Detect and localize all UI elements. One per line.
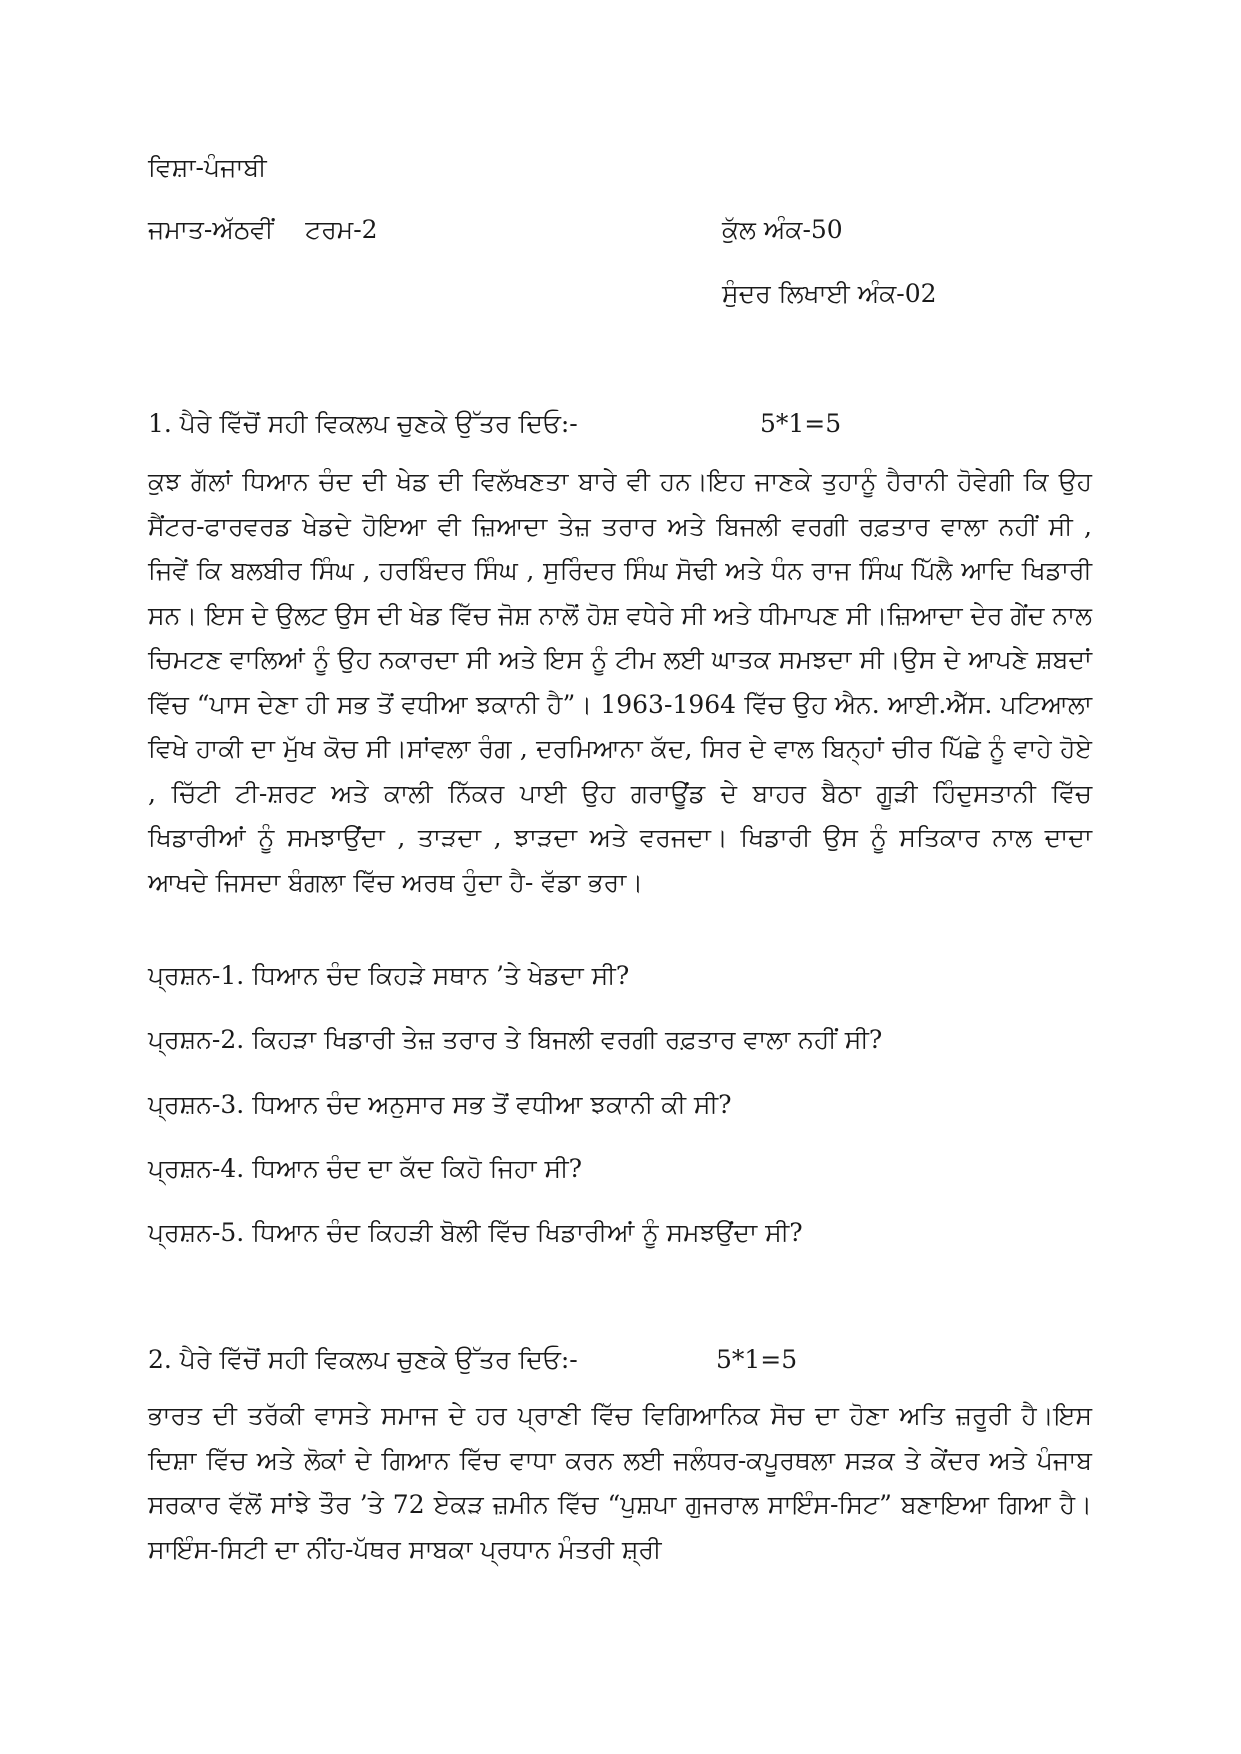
question-4: ਪ੍ਰਸ਼ਨ-4. ਧਿਆਨ ਚੰਦ ਦਾ ਕੱਦ ਕਿਹੋ ਜਿਹਾ ਸੀ? — [148, 1154, 583, 1183]
total-marks-label: ਕੁੱਲ ਅੰਕ-50 — [722, 215, 843, 244]
section2-heading: 2. ਪੈਰੇ ਵਿੱਚੋਂ ਸਹੀ ਵਿਕਲਪ ਚੁਣਕੇ ਉੱਤਰ ਦਿਓ:- — [148, 1345, 578, 1374]
subject-label: ਵਿਸ਼ਾ-ਪੰਜਾਬੀ — [148, 153, 267, 182]
handwriting-marks-label: ਸੁੰਦਰ ਲਿਖਾਈ ਅੰਕ-02 — [722, 279, 937, 308]
question-5: ਪ੍ਰਸ਼ਨ-5. ਧਿਆਨ ਚੰਦ ਕਿਹੜੀ ਬੋਲੀ ਵਿੱਚ ਖਿਡਾਰੀਆਂ ਨੂੰ ਸਮਝਉਂਦਾ ਸੀ? — [148, 1218, 803, 1247]
section1-marks: 5*1=5 — [760, 409, 842, 438]
question-1: ਪ੍ਰਸ਼ਨ-1. ਧਿਆਨ ਚੰਦ ਕਿਹੜੇ ਸਥਾਨ ’ਤੇ ਖੇਡਦਾ ਸੀ? — [148, 961, 630, 990]
class-term-label: ਜਮਾਤ-ਅੱਠਵੀਂ ਟਰਮ-2 — [148, 215, 378, 244]
question-3: ਪ੍ਰਸ਼ਨ-3. ਧਿਆਨ ਚੰਦ ਅਨੁਸਾਰ ਸਭ ਤੋਂ ਵਧੀਆ ਝਕਾਨੀ ਕੀ ਸੀ? — [148, 1090, 732, 1119]
section1-heading: 1. ਪੈਰੇ ਵਿੱਚੋਂ ਸਹੀ ਵਿਕਲਪ ਚੁਣਕੇ ਉੱਤਰ ਦਿਓ:- — [148, 409, 578, 438]
section2-passage: ਭਾਰਤ ਦੀ ਤਰੱਕੀ ਵਾਸਤੇ ਸਮਾਜ ਦੇ ਹਰ ਪ੍ਰਾਣੀ ਵਿੱਚ ਵਿਗਿਆਨਿਕ ਸੋਚ ਦਾ ਹੋਣਾ ਅਤਿ ਜ਼ਰੂਰੀ ਹੈ।ਇਸ ਦਿਸ਼ਾ ਵਿੱਚ ਅਤੇ ਲੋਕਾਂ ਦੇ ਗਿਆਨ ਵਿੱਚ ਵਾਧਾ ਕਰਨ ਲਈ ਜਲੰਧਰ-ਕਪੂਰਥਲਾ ਸੜਕ ਤੇ ਕੇਂਦਰ ਅਤੇ ਪੰਜਾਬ ਸਰਕਾਰ ਵੱਲੋਂ ਸਾਂਝੇ ਤੌਰ ’ਤੇ 72 ਏਕੜ ਜ਼ਮੀਨ ਵਿੱਚ “ਪੁਸ਼ਪਾ ਗੁਜਰਾਲ ਸਾਇੰਸ-ਸਿਟ” ਬਣਾਇਆ ਗਿਆ ਹੈ।ਸਾਇੰਸ-ਸਿਟੀ ਦਾ ਨੀਂਹ-ਪੱਥਰ ਸਾਬਕਾ ਪ੍ਰਧਾਨ ਮੰਤਰੀ ਸ਼੍ਰੀ — [148, 1401, 1092, 1564]
section2-marks: 5*1=5 — [716, 1345, 798, 1374]
question-2: ਪ੍ਰਸ਼ਨ-2. ਕਿਹੜਾ ਖਿਡਾਰੀ ਤੇਜ਼ ਤਰਾਰ ਤੇ ਬਿਜਲੀ ਵਰਗੀ ਰਫ਼ਤਾਰ ਵਾਲਾ ਨਹੀਂ ਸੀ? — [148, 1025, 883, 1054]
section1-passage: ਕੁਝ ਗੱਲਾਂ ਧਿਆਨ ਚੰਦ ਦੀ ਖੇਡ ਦੀ ਵਿਲੱਖਣਤਾ ਬਾਰੇ ਵੀ ਹਨ।ਇਹ ਜਾਣਕੇ ਤੁਹਾਨੂੰ ਹੈਰਾਨੀ ਹੋਵੇਗੀ ਕਿ ਉਹ ਸੈਂਟਰ-ਫਾਰਵਰਡ ਖੇਡਦੇ ਹੋਇਆ ਵੀ ਜ਼ਿਆਦਾ ਤੇਜ਼ ਤਰਾਰ ਅਤੇ ਬਿਜਲੀ ਵਰਗੀ ਰਫ਼ਤਾਰ ਵਾਲਾ ਨਹੀਂ ਸੀ , ਜਿਵੇਂ ਕਿ ਬਲਬੀਰ ਸਿੰਘ , ਹਰਬਿੰਦਰ ਸਿੰਘ , ਸੁਰਿੰਦਰ ਸਿੰਘ ਸੋਢੀ ਅਤੇ ਧੰਨ ਰਾਜ ਸਿੰਘ ਪਿੱਲੈ ਆਦਿ ਖਿਡਾਰੀ ਸਨ। ਇਸ ਦੇ ਉਲਟ ਉਸ ਦੀ ਖੇਡ ਵਿੱਚ ਜੋਸ਼ ਨਾਲੋਂ ਹੋਸ਼ ਵਧੇਰੇ ਸੀ ਅਤੇ ਧੀਮਾਪਣ ਸੀ।ਜ਼ਿਆਦਾ ਦੇਰ ਗੇਂਦ ਨਾਲ ਚਿਮਟਣ ਵਾਲਿਆਂ ਨੂੰ ਉਹ ਨਕਾਰਦਾ ਸੀ ਅਤੇ ਇਸ ਨੂੰ ਟੀਮ ਲਈ ਘਾਤਕ ਸਮਝਦਾ ਸੀ।ਉਸ ਦੇ ਆਪਣੇ ਸ਼ਬਦਾਂ ਵਿੱਚ “ਪਾਸ ਦੇਣਾ ਹੀ ਸਭ ਤੋਂ ਵਧੀਆ ਝਕਾਨੀ ਹੈ”। 1963-1964 ਵਿੱਚ ਉਹ ਐਨ. ਆਈ.ਐੱਸ. ਪਟਿਆਲਾ ਵਿਖੇ ਹਾਕੀ ਦਾ ਮੁੱਖ ਕੋਚ ਸੀ।ਸਾਂਵਲਾ ਰੰਗ , ਦਰਮਿਆਨਾ ਕੱਦ, ਸਿਰ ਦੇ ਵਾਲ ਬਿਨ੍ਹਾਂ ਚੀਰ ਪਿੱਛੇ ਨੂੰ ਵਾਹੇ ਹੋਏ , ਚਿੱਟੀ ਟੀ-ਸ਼ਰਟ ਅਤੇ ਕਾਲੀ ਨਿੱਕਰ ਪਾਈ ਉਹ ਗਰਾਊਂਡ ਦੇ ਬਾਹਰ ਬੈਠਾ ਗੂੜੀ ਹਿੰਦੁਸਤਾਨੀ ਵਿੱਚ ਖਿਡਾਰੀਆਂ ਨੂੰ ਸਮਝਾਉਂਦਾ , ਤਾੜਦਾ , ਝਾੜਦਾ ਅਤੇ ਵਰਜਦਾ। ਖਿਡਾਰੀ ਉਸ ਨੂੰ ਸਤਿਕਾਰ ਨਾਲ ਦਾਦਾ ਆਖਦੇ ਜਿਸਦਾ ਬੰਗਲਾ ਵਿੱਚ ਅਰਥ ਹੁੰਦਾ ਹੈ- ਵੱਡਾ ਭਰਾ। — [148, 467, 1092, 897]
